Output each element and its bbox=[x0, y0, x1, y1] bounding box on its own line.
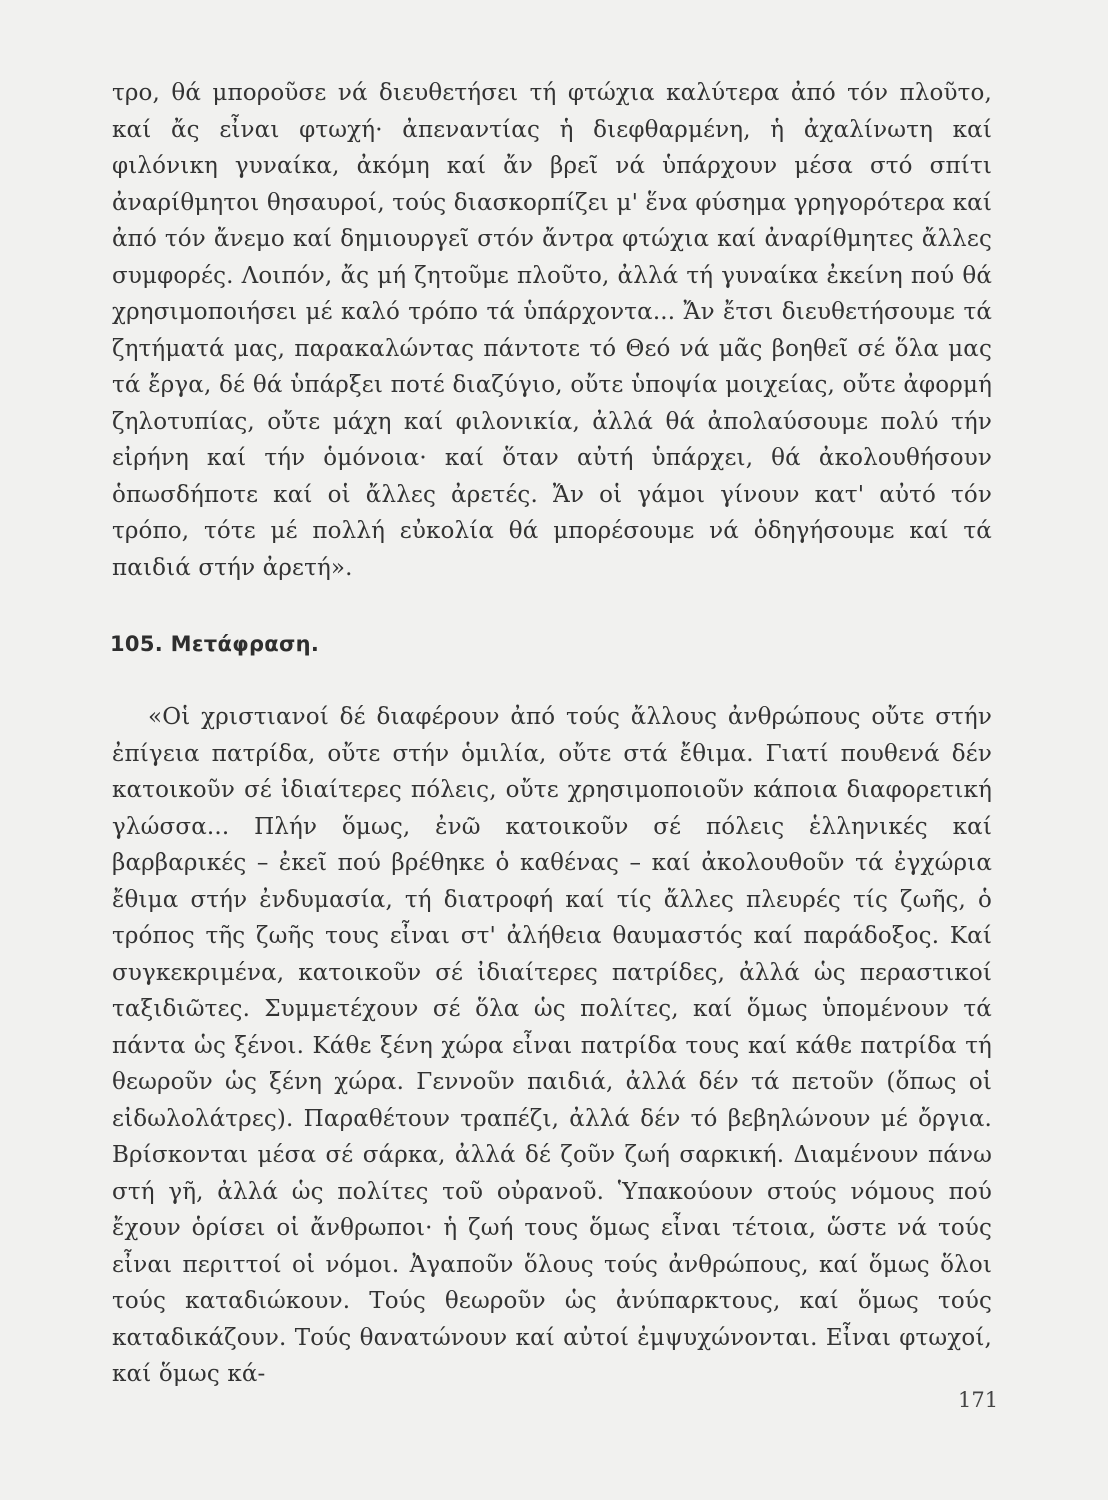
section-heading: 105. Μετάφραση. bbox=[110, 632, 320, 656]
page-number: 171 bbox=[958, 1388, 999, 1412]
body-paragraph-translation: «Οἱ χριστιανοί δέ διαφέρουν ἀπό τούς ἄλλους ἀνθρώπους οὔτε στήν ἐπίγεια πατρίδα, οὔτε στήν ὁμιλία, οὔτε στά ἔθιμα. Γιατί πουθενά δέν κατοικοῦν σέ ἰδιαίτερες πόλεις, οὔτε χρησιμοποιοῦν κάποια διαφορετική γλώσσα... Πλήν ὅμως, ἐνῶ κατοικοῦν σέ πόλεις ἑλληνικές καί βαρβαρικές – ἐκεῖ πού βρέθηκε ὁ καθένας – καί ἀκολουθοῦν τά ἐγχώρια ἔθιμα στήν ἐνδυμασία, τή διατροφή καί τίς ἄλλες πλευρές τίς ζωῆς, ὁ τρόπος τῆς ζωῆς τους εἶναι στ' ἀλήθεια θαυμαστός καί παράδοξος. Καί συγκεκριμένα, κατοικοῦν σέ ἰδιαίτερες πατρίδες, ἀλλά ὡς περαστικοί ταξιδιῶτες. Συμμετέχουν σέ ὅλα ὡς πολίτες, καί ὅμως ὑπομένουν τά πάντα ὡς ξένοι. Κάθε ξένη χώρα εἶναι πατρίδα τους καί κάθε πατρίδα τή θεωροῦν ὡς ξένη χώρα. Γεννοῦν παιδιά, ἀλλά δέν τά πετοῦν (ὅπως οἱ εἰδωλολάτρες). Παραθέτουν τραπέζι, ἀλλά δέν τό βεβηλώνουν μέ ὄργια. Βρίσκονται μέσα σέ σάρκα, ἀλλά δέ ζοῦν ζωή σαρκική. Διαμένουν πάνω στή γῆ, ἀλλά ὡς πολίτες τοῦ οὐρανοῦ. Ὑπακούουν στούς νόμους πού ἔχουν ὁρίσει οἱ ἄνθρωποι· ἡ ζωή τους ὅμως εἶναι τέτοια, ὥστε νά τούς εἶναι περιττοί οἱ νόμοι. Ἀγαποῦν ὅλους τούς ἀνθρώπους, καί ὅμως ὅλοι τούς καταδιώκουν. Τούς θεωροῦν ὡς ἀνύπαρκτους, καί ὅμως τούς καταδικάζουν. Τούς θανατώνουν καί αὐτοί ἐμψυχώνονται. Εἶναι φτωχοί, καί ὅμως κά- bbox=[112, 704, 992, 1387]
body-paragraph-continued: τρο, θά μποροῦσε νά διευθετήσει τή φτώχια καλύτερα ἀπό τόν πλοῦτο, καί ἄς εἶναι φτωχή· ἀπεναντίας ἡ διεφθαρμένη, ἡ ἀχαλίνωτη καί φιλόνικη γυναίκα, ἀκόμη καί ἄν βρεῖ νά ὑπάρχουν μέσα στό σπίτι ἀναρίθμητοι θησαυροί, τούς διασκορπίζει μ' ἕνα φύσημα γρηγορότερα καί ἀπό τόν ἄνεμο καί δημιουργεῖ στόν ἄντρα φτώχια καί ἀναρίθμητες ἄλλες συμφορές. Λοιπόν, ἄς μή ζητοῦμε πλοῦτο, ἀλλά τή γυναίκα ἐκείνη πού θά χρησιμοποιήσει μέ καλό τρόπο τά ὑπάρχοντα... Ἄν ἔτσι διευθετήσουμε τά ζητήματά μας, παρακαλώντας πάντοτε τό Θεό νά μᾶς βοηθεῖ σέ ὅλα μας τά ἔργα, δέ θά ὑπάρξει ποτέ διαζύγιο, οὔτε ὑποψία μοιχείας, οὔτε ἀφορμή ζηλοτυπίας, οὔτε μάχη καί φιλονικία, ἀλλά θά ἀπολαύσουμε πολύ τήν εἰρήνη καί τήν ὁμόνοια· καί ὅταν αὐτή ὑπάρχει, θά ἀκολουθήσουν ὁπωσδήποτε καί οἱ ἄλλες ἀρετές. Ἄν οἱ γάμοι γίνουν κατ' αὐτό τόν τρόπο, τότε μέ πολλή εὐκολία θά μπορέσουμε νά ὁδηγήσουμε καί τά παιδιά στήν ἀρετή». bbox=[112, 80, 992, 581]
